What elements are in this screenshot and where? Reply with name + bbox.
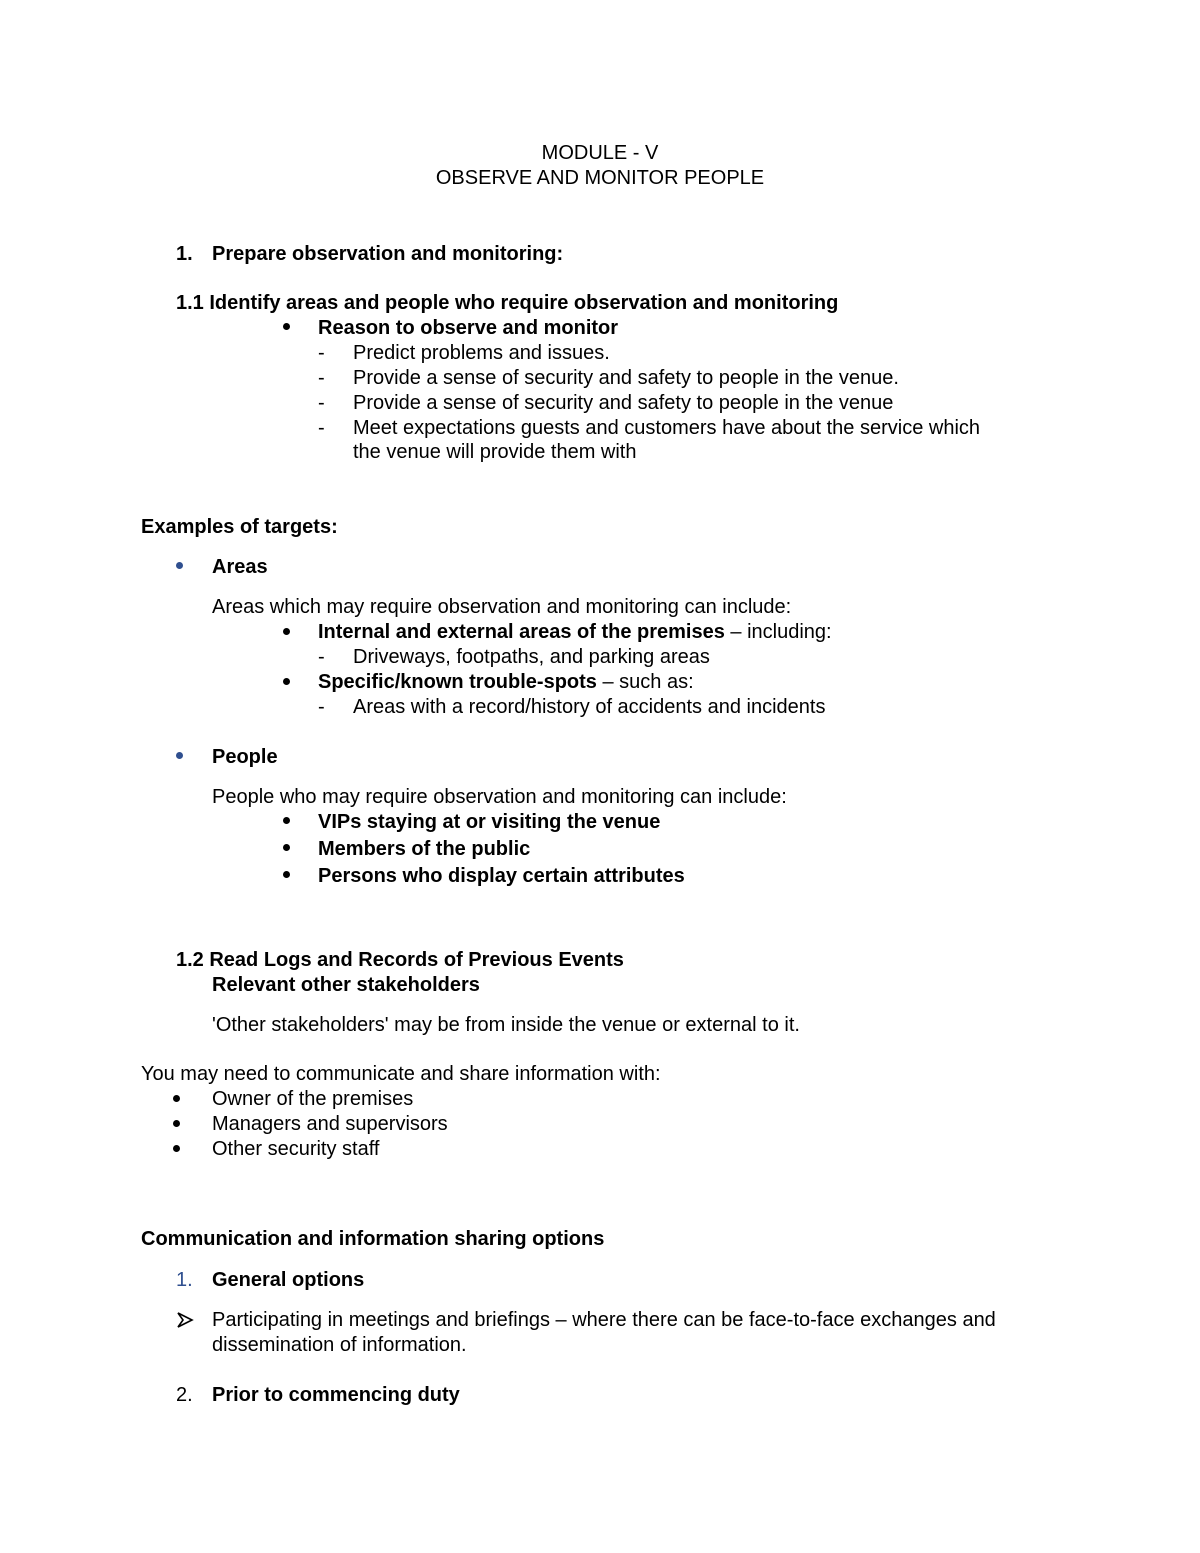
areas-item-1-bold: Internal and external areas of the premises bbox=[318, 621, 725, 643]
areas-intro: Areas which may require observation and monitoring can include: bbox=[212, 596, 792, 618]
reason-item: Meet expectations guests and customers have about the service which bbox=[353, 417, 981, 439]
section-1-1-heading: 1.1 Identify areas and people who require observation and monitoring bbox=[176, 292, 839, 314]
reason-item: Provide a sense of security and safety to people in the venue. bbox=[353, 367, 899, 389]
areas-label: Areas bbox=[212, 556, 268, 578]
people-item: Members of the public bbox=[318, 838, 531, 860]
dash-marker: - bbox=[318, 342, 325, 364]
module-subtitle: OBSERVE AND MONITOR PEOPLE bbox=[435, 167, 765, 189]
areas-item-2 bbox=[318, 670, 694, 695]
areas-item-2-rest: – such as: bbox=[596, 671, 694, 693]
people-label: People bbox=[212, 746, 278, 768]
arrow-bullet-icon bbox=[176, 1308, 196, 1332]
option-2-number: 2. bbox=[176, 1384, 193, 1406]
share-intro: You may need to communicate and share information with: bbox=[141, 1063, 661, 1085]
bullet-icon bbox=[173, 1095, 180, 1102]
option-1-detail: Participating in meetings and briefings – where there can be face-to-face exchanges and bbox=[212, 1309, 996, 1331]
section-1-2-heading: 1.2 Read Logs and Records of Previous Events bbox=[176, 949, 624, 971]
communication-heading: Communication and information sharing options bbox=[141, 1228, 605, 1250]
bullet-icon bbox=[283, 817, 290, 824]
share-item: Owner of the premises bbox=[212, 1088, 414, 1110]
option-1-number: 1. bbox=[176, 1269, 193, 1291]
bullet-icon bbox=[176, 752, 183, 759]
areas-item-2-bold: Specific/known trouble-spots bbox=[318, 671, 597, 693]
dash-marker: - bbox=[318, 646, 325, 668]
module-title: MODULE - V bbox=[541, 142, 659, 164]
share-item: Other security staff bbox=[212, 1138, 380, 1160]
areas-item-1-sub: Driveways, footpaths, and parking areas bbox=[353, 646, 710, 668]
bullet-icon bbox=[283, 628, 290, 635]
bullet-icon bbox=[173, 1145, 180, 1152]
option-1-detail-continued: dissemination of information. bbox=[212, 1334, 467, 1356]
examples-heading: Examples of targets: bbox=[141, 516, 338, 538]
areas-item-1-rest: – including: bbox=[724, 621, 832, 643]
option-2-label: Prior to commencing duty bbox=[212, 1384, 460, 1406]
people-intro: People who may require observation and monitoring can include: bbox=[212, 786, 787, 808]
reason-item: Provide a sense of security and safety to people in the venue bbox=[353, 392, 894, 414]
dash-marker: - bbox=[318, 392, 325, 414]
people-item: Persons who display certain attributes bbox=[318, 865, 685, 887]
dash-marker: - bbox=[318, 696, 325, 718]
section-1-heading: Prepare observation and monitoring: bbox=[212, 243, 564, 265]
section-1-2-subheading: Relevant other stakeholders bbox=[212, 974, 480, 996]
bullet-icon bbox=[283, 678, 290, 685]
share-item: Managers and supervisors bbox=[212, 1113, 448, 1135]
option-1-label: General options bbox=[212, 1269, 365, 1291]
reason-item-continued: the venue will provide them with bbox=[353, 441, 637, 463]
bullet-icon bbox=[283, 844, 290, 851]
people-item: VIPs staying at or visiting the venue bbox=[318, 811, 661, 833]
reason-heading: Reason to observe and monitor bbox=[318, 317, 619, 339]
areas-item-1 bbox=[318, 620, 832, 645]
section-1-number: 1. bbox=[176, 243, 193, 265]
bullet-icon bbox=[176, 562, 183, 569]
bullet-icon bbox=[283, 871, 290, 878]
reason-item: Predict problems and issues. bbox=[353, 342, 610, 364]
dash-marker: - bbox=[318, 367, 325, 389]
bullet-icon bbox=[283, 323, 290, 330]
dash-marker: - bbox=[318, 417, 325, 439]
stakeholders-note: 'Other stakeholders' may be from inside the venue or external to it. bbox=[212, 1014, 800, 1036]
bullet-icon bbox=[173, 1120, 180, 1127]
areas-item-2-sub: Areas with a record/history of accidents and incidents bbox=[353, 696, 826, 718]
